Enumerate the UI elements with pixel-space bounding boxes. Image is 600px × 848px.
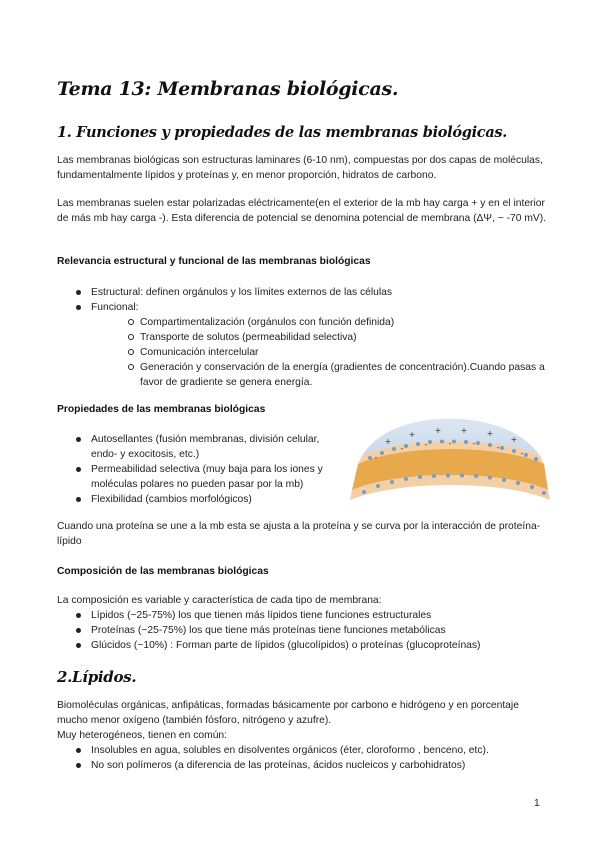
minus-sign: - — [472, 439, 476, 448]
section1-paragraph-1: Las membranas biológicas son estructuras laminares (6-10 nm), compuestas por dos capas de moléculas, fundamentalmente lípidos y proteínas y, en menor proporción, hidratos de carbono. — [57, 155, 543, 181]
relevance-heading: Relevancia estructural y funcional de las membranas biológicas — [57, 256, 371, 267]
sublist-item: Comunicación intercelular — [91, 345, 547, 360]
sublist-item: Compartimentalización (orgánulos con función definida) — [91, 315, 547, 330]
minus-sign: - — [424, 440, 428, 449]
lipids-list — [57, 743, 547, 773]
minus-sign: - — [520, 449, 524, 458]
list-item: Flexibilidad (cambios morfológicos) — [57, 492, 342, 507]
composition-intro: La composición es variable y característica de cada tipo de membrana: — [57, 595, 382, 606]
properties-heading: Propiedades de las membranas biológicas — [57, 404, 266, 415]
section2-heading: 2.Lípidos. — [57, 668, 137, 686]
plus-sign: + — [486, 429, 494, 438]
list-item: Funcional: Compartimentalización (orgánulos con función definida) Transporte de solutos (permeabilidad selectiva) Comunicación intercelular Generación y conservación de la energía (gradientes de concentración).Cuando pasas a favor de gradiente se genera energía. — [57, 300, 547, 390]
membrane-curvature-figure — [340, 408, 556, 512]
composition-list — [57, 608, 547, 653]
list-item: Autosellantes (fusión membranas, división celular, endo- y exocitosis, etc.) — [57, 432, 342, 462]
sublist-item: Generación y conservación de la energía (gradientes de concentración).Cuando pasas a favor de gradiente se genera energía. — [91, 360, 547, 390]
list-item: No son polímeros (a diferencia de las proteínas, ácidos nucleicos y carbohidratos) — [57, 758, 547, 773]
properties-list — [57, 432, 342, 507]
minus-sign: - — [400, 444, 404, 453]
list-item: Glúcidos (~10%) : Forman parte de lípidos (glucolípidos) o proteínas (glucoproteínas) — [57, 638, 547, 653]
sublist-item: Transporte de solutos (permeabilidad selectiva) — [91, 330, 547, 345]
list-item: Permeabilidad selectiva (muy baja para los iones y moléculas polares no pueden pasar por la mb) — [57, 462, 342, 492]
minus-sign: - — [448, 439, 452, 448]
section1-heading: 1. Funciones y propiedades de las membranas biológicas. — [57, 124, 508, 141]
minus-sign: - — [374, 453, 378, 462]
section1-paragraph-2: Las membranas suelen estar polarizadas eléctricamente(en el exterior de la mb hay carga + y en el interior de más mb hay carga -). Esta diferencia de potencial se denomina potencial de membrana (ΔΨ, ~ -70 mV). — [57, 198, 547, 224]
minus-sign: - — [496, 443, 500, 452]
plus-sign: + — [384, 437, 392, 446]
list-item: Insolubles en agua, solubles en disolventes orgánicos (éter, cloroformo , benceno, etc). — [57, 743, 547, 758]
plus-sign: + — [408, 430, 416, 439]
plus-sign: + — [434, 426, 442, 435]
relevance-list — [57, 285, 547, 390]
section2-paragraph-2: Muy heterogéneos, tienen en común: — [57, 730, 228, 741]
functional-sublist — [91, 315, 547, 390]
list-item: Proteínas (~25-75%) los que tiene más proteínas tiene funciones metabólicas — [57, 623, 547, 638]
page-number: 1 — [534, 798, 540, 809]
composition-heading: Composición de las membranas biológicas — [57, 566, 269, 577]
list-item: Estructural: definen orgánulos y los límites externos de las células — [57, 285, 547, 300]
section2-paragraph-1: Biomoléculas orgánicas, anfipáticas, formadas básicamente por carbono e hidrógeno y en porcentaje mucho menor oxígeno (también fósforo, nitrógeno y azufre). — [57, 700, 519, 726]
plus-sign: + — [460, 426, 468, 435]
properties-note: Cuando una proteína se une a la mb esta se ajusta a la proteína y se curva por la interacción de proteína-lípido — [57, 521, 541, 547]
document-title: Tema 13: Membranas biológicas. — [57, 78, 399, 100]
plus-sign: + — [510, 435, 518, 444]
list-item: Lípidos (~25-75%) los que tienen más lípidos tiene funciones estructurales — [57, 608, 547, 623]
